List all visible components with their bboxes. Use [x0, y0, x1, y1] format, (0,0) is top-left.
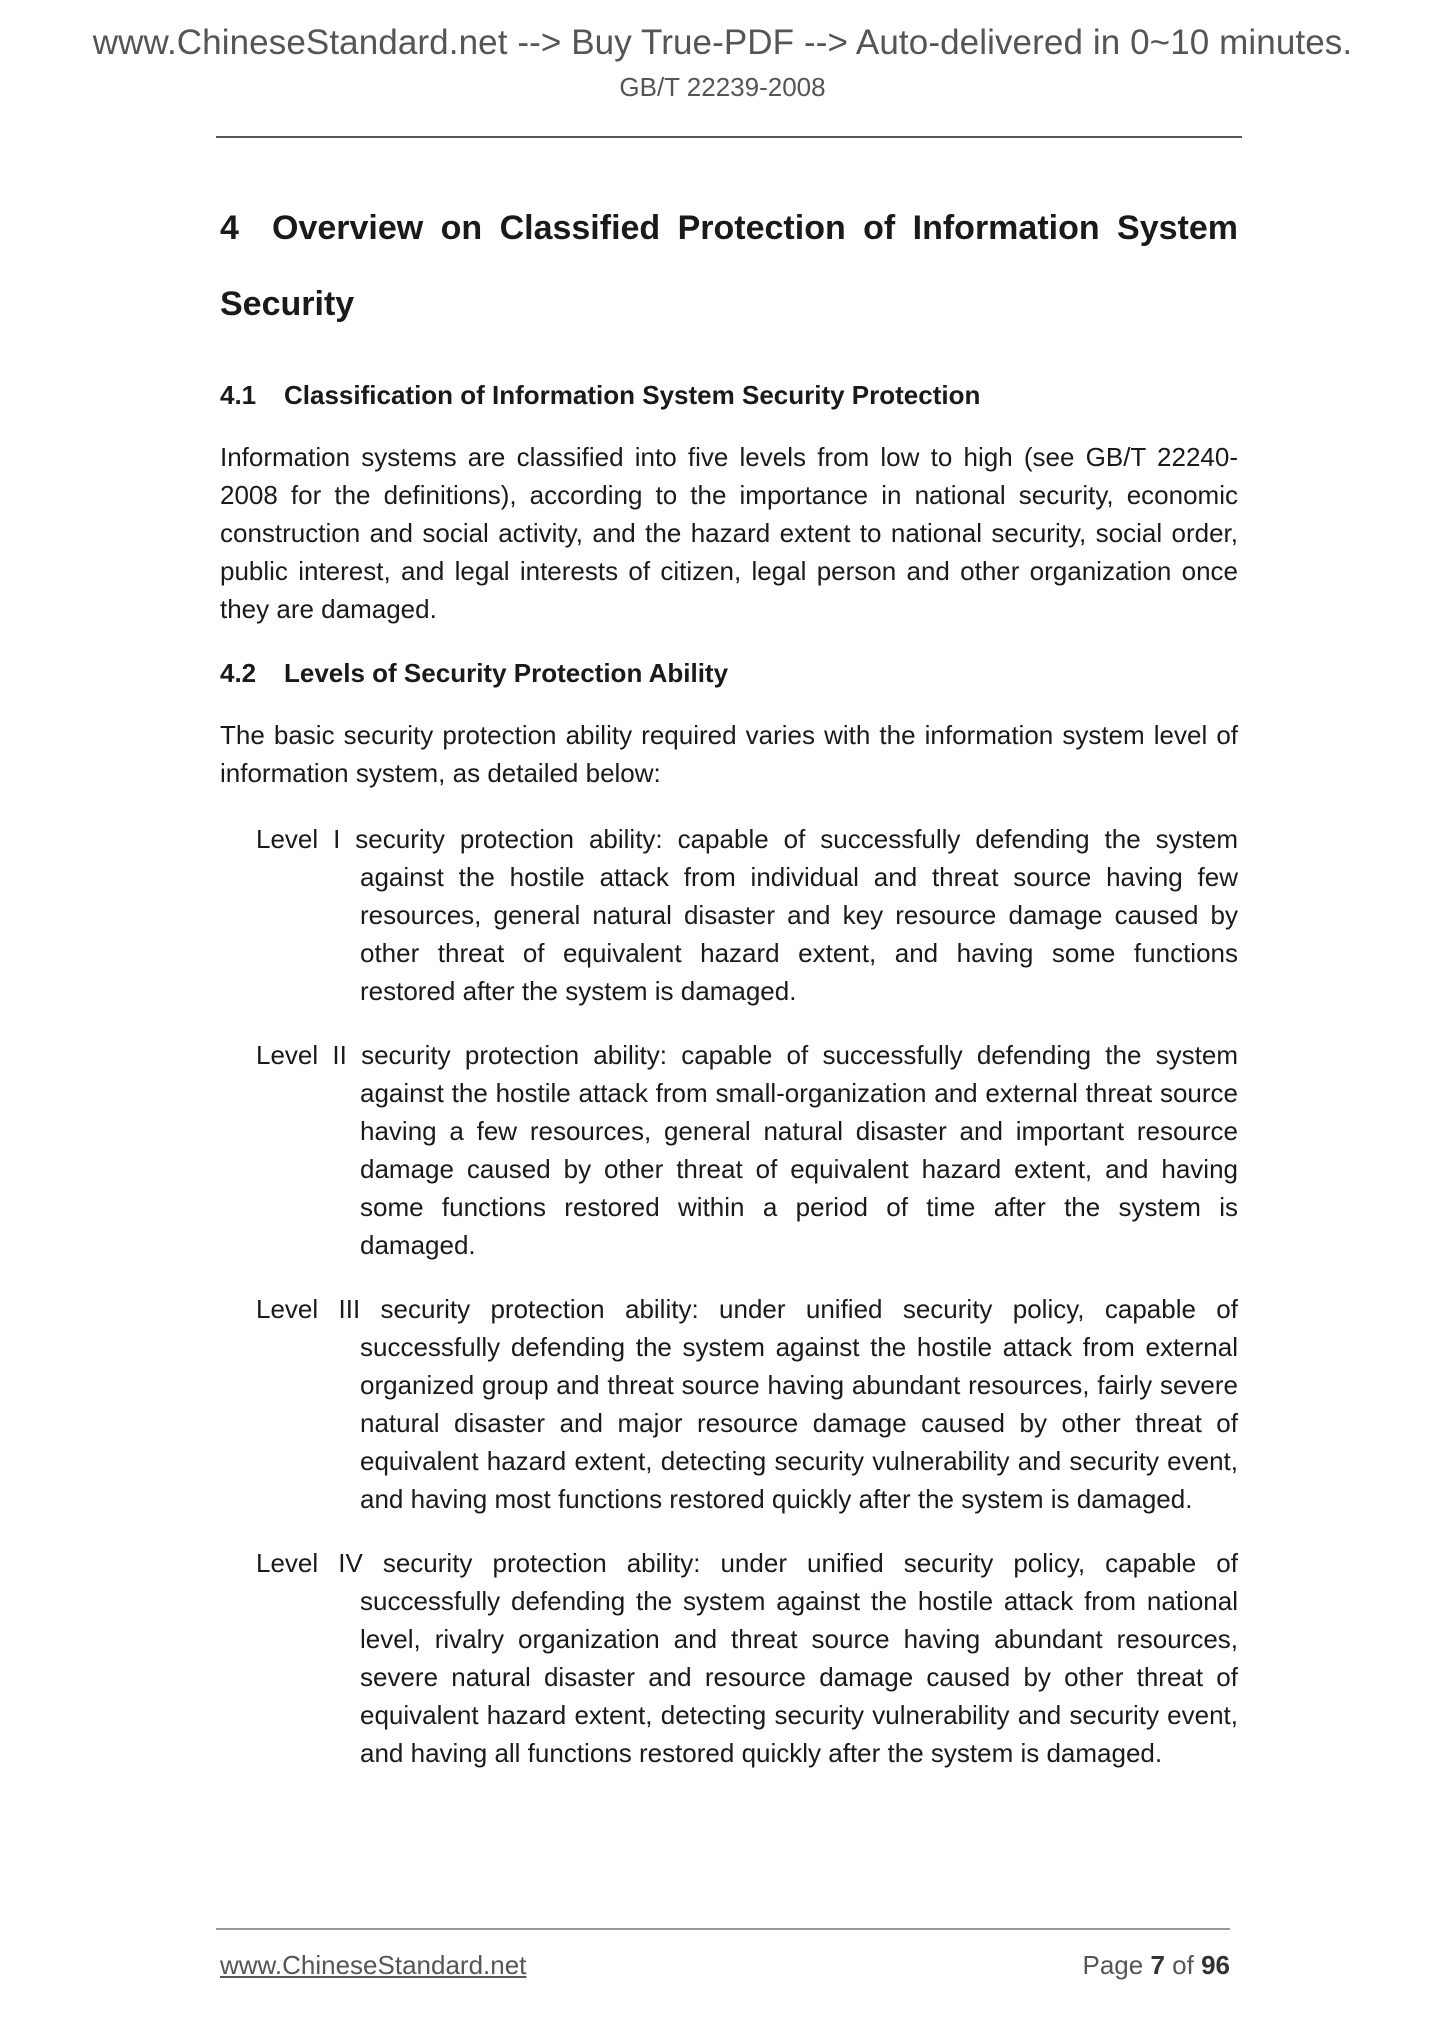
- current-page-number: 7: [1150, 1950, 1165, 1980]
- section-4-heading: [220, 190, 1238, 342]
- section-4-title: Overview on Classified Protection of Information System Security: [220, 209, 1238, 323]
- header-banner: www.ChineseStandard.net --> Buy True-PDF --> Auto-delivered in 0~10 minutes.: [92, 23, 1353, 62]
- section-4-2-heading: [220, 654, 1238, 692]
- section-4-1-title: Classification of Information System Security Protection: [284, 380, 981, 410]
- page-indicator: [1082, 1950, 1230, 1981]
- level-1-item: Level I security protection ability: capable of successfully defending the system against the hostile attack from individual and threat source having few resources, general natural disaster and key resource damage caused by other threat of equivalent hazard extent, and having some functions restored after the system is damaged.: [256, 824, 1238, 1006]
- page-label: Page: [1082, 1950, 1144, 1980]
- page-footer: [216, 1928, 1230, 1980]
- section-4-2-title: Levels of Security Protection Ability: [284, 658, 729, 688]
- level-2-item: Level II security protection ability: capable of successfully defending the system against the hostile attack from small-organization and external threat source having a few resources, general natural disaster and important resource damage caused by other threat of equivalent hazard extent, and having some functions restored within a period of time after the system is damaged.: [256, 1040, 1238, 1260]
- section-4-1-heading: [220, 376, 1238, 414]
- section-4-1-paragraph: Information systems are classified into five levels from low to high (see GB/T 22240-2008 for the definitions), according to the importance in national security, economic construction and social activity, and the hazard extent to national security, social order, public interest, and legal interests of citizen, legal person and other organization once they are damaged.: [220, 442, 1238, 624]
- section-4-2-intro: The basic security protection ability required varies with the information system level of information system, as detailed below:: [220, 720, 1238, 788]
- document-body: [220, 190, 1238, 1798]
- page-header: [0, 22, 1445, 103]
- footer-site-link[interactable]: www.ChineseStandard.net: [220, 1950, 527, 1980]
- section-4-2-number: 4.2: [220, 658, 257, 688]
- levels-list: [220, 820, 1238, 1772]
- level-3-item: Level III security protection ability: under unified security policy, capable of successfully defending the system against the hostile attack from external organized group and threat source having abundant resources, fairly severe natural disaster and major resource damage caused by other threat of equivalent hazard extent, detecting security vulnerability and security event, and having most functions restored quickly after the system is damaged.: [256, 1294, 1238, 1514]
- section-4-number: 4: [220, 209, 239, 247]
- standard-code: GB/T 22239-2008: [619, 72, 826, 102]
- level-4-item: Level IV security protection ability: under unified security policy, capable of successfully defending the system against the hostile attack from national level, rivalry organization and threat source having abundant resources, severe natural disaster and resource damage caused by other threat of equivalent hazard extent, detecting security vulnerability and security event, and having all functions restored quickly after the system is damaged.: [256, 1548, 1238, 1768]
- of-label: of: [1172, 1950, 1194, 1980]
- header-divider: [216, 136, 1242, 138]
- section-4-1-number: 4.1: [220, 380, 257, 410]
- total-pages: 96: [1201, 1950, 1230, 1980]
